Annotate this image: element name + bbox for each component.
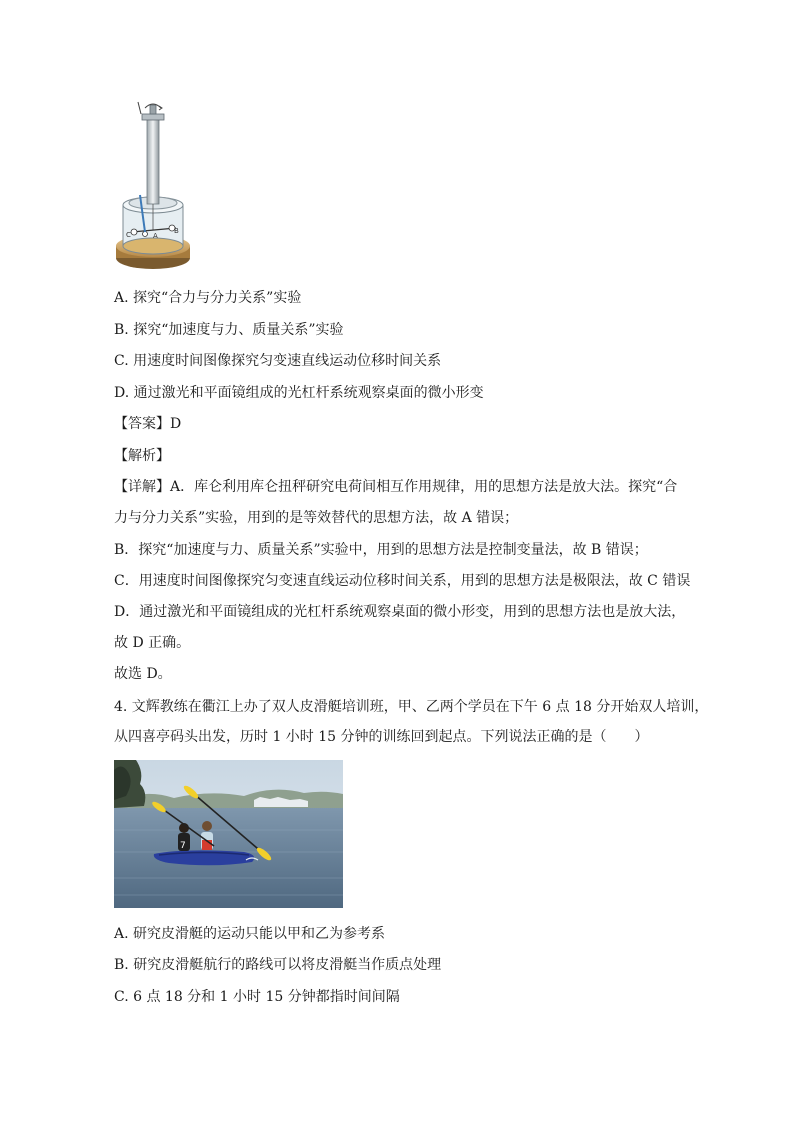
detail-line-7: 故选 D。 (114, 666, 172, 682)
detail-line-3: B．探究“加速度与力、质量关系”实验中，用到的思想方法是控制变量法，故 B 错误； (114, 542, 648, 558)
q4-option-a: A. 研究皮滑艇的运动只能以甲和乙为参考系 (114, 926, 386, 942)
detail-line-1: 【详解】A．库仑利用库仑扭秤研究电荷间相互作用规律，用的思想方法是放大法。探究“合 (114, 479, 678, 495)
detail-line-4: C．用速度时间图像探究匀变速直线运动位移时间关系，用到的思想方法是极限法，故 C 错误 (114, 573, 691, 589)
svg-text:C: C (126, 231, 131, 239)
q3-option-b: B. 探究“加速度与力、质量关系”实验 (114, 322, 344, 338)
detail-line-6: 故 D 正确。 (114, 635, 191, 651)
svg-text:A: A (153, 232, 158, 240)
detail-line-2: 力与分力关系”实验，用到的是等效替代的思想方法，故 A 错误； (114, 510, 519, 526)
q4-option-c: C. 6 点 18 分和 1 小时 15 分钟都指时间间隔 (114, 989, 400, 1005)
q3-option-c: C. 用速度时间图像探究匀变速直线运动位移时间关系 (114, 353, 442, 369)
torsion-balance-figure (112, 100, 192, 275)
analysis-label: 【解析】 (114, 448, 170, 464)
svg-text:B: B (174, 227, 179, 235)
answer-line: 【答案】D (114, 416, 182, 432)
q3-option-a: A. 探究“合力与分力关系”实验 (114, 290, 302, 306)
kayak-photo (114, 760, 343, 908)
q4-stem-line-1: 4. 文辉教练在衢江上办了双人皮滑艇培训班，甲、乙两个学员在下午 6 点 18 分开始双人培训， (114, 699, 709, 715)
svg-text:7: 7 (180, 841, 186, 851)
q4-option-b: B. 研究皮滑艇航行的路线可以将皮滑艇当作质点处理 (114, 957, 442, 973)
q3-option-d: D. 通过激光和平面镜组成的光杠杆系统观察桌面的微小形变 (114, 385, 484, 401)
detail-line-5: D．通过激光和平面镜组成的光杠杆系统观察桌面的微小形变，用到的思想方法也是放大法， (114, 604, 686, 620)
q4-stem-line-2: 从四喜亭码头出发，历时 1 小时 15 分钟的训练回到起点。下列说法正确的是（ ） (114, 729, 649, 745)
